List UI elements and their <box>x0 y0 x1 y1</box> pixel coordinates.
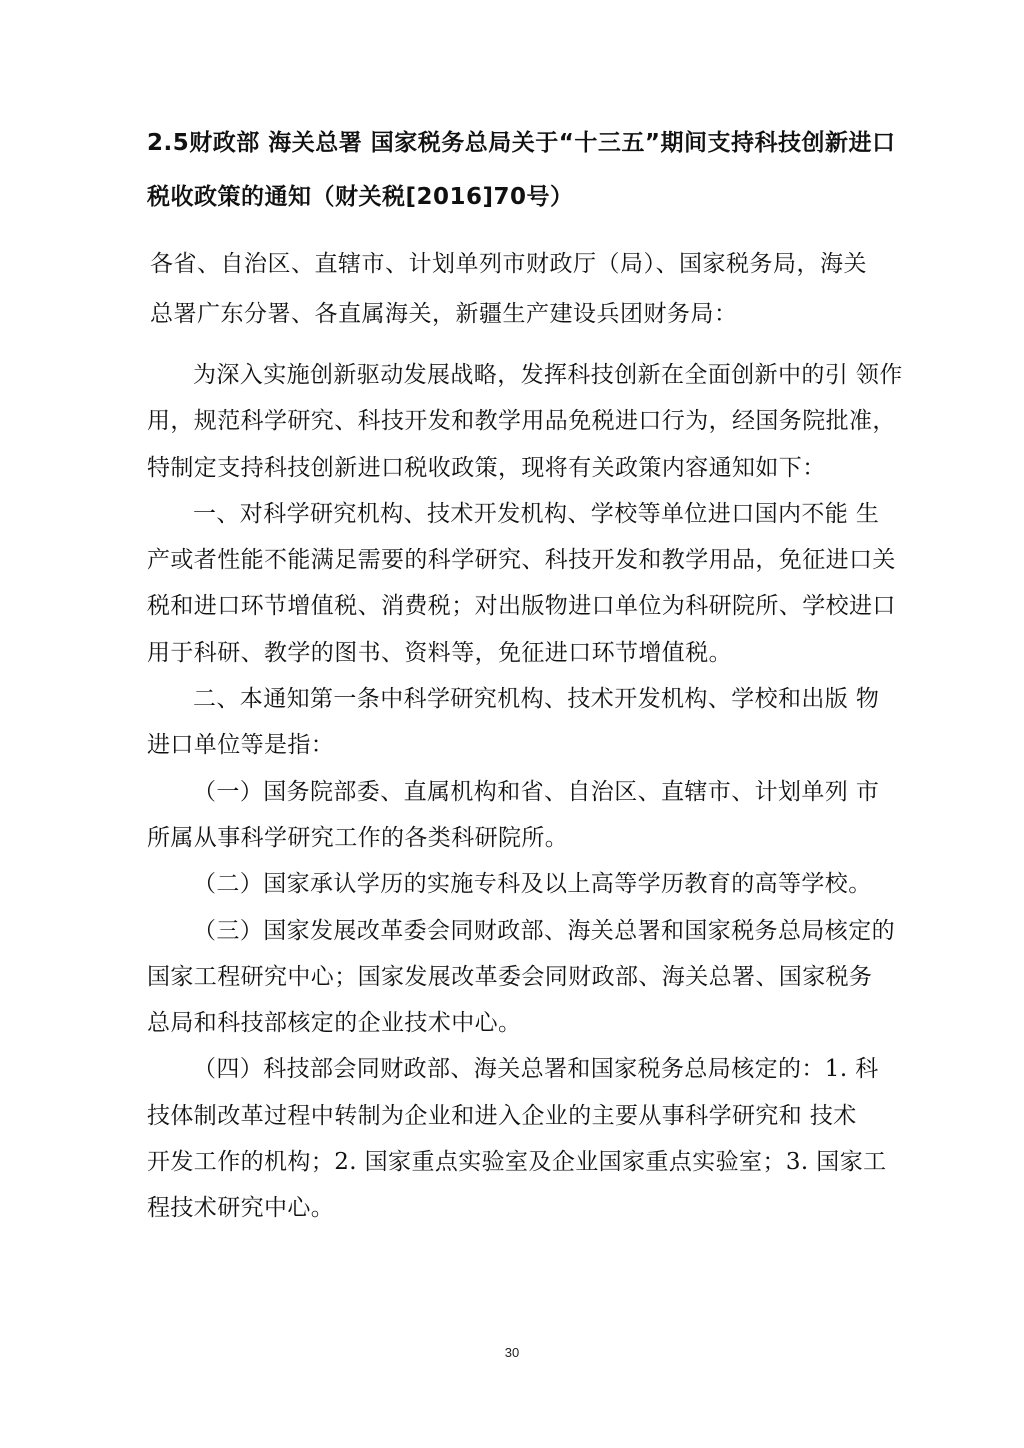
body-line: 技体制改革过程中转制为企业和进入企业的主要从事科学研究和 技术 <box>147 1102 857 1129</box>
body-line: 为深入实施创新驱动发展战略，发挥科技创新在全面创新中的引 领作 <box>193 362 903 388</box>
document-title <box>147 116 896 224</box>
document-body <box>147 352 903 1232</box>
body-line: 税和进口环节增值税、消费税；对出版物进口单位为科研院所、学校进口 <box>147 593 896 620</box>
body-line: 开发工作的机构；2. 国家重点实验室及企业国家重点实验室；3. 国家工 <box>147 1149 887 1176</box>
salutation <box>150 239 895 339</box>
title-line: 2.5财政部 海关总署 国家税务总局关于“十三五”期间支持科技创新进口 <box>147 130 896 156</box>
body-line: 用，规范科学研究、科技开发和教学用品免税进口行为，经国务院批准， <box>147 408 896 435</box>
body-line: 总局和科技部核定的企业技术中心。 <box>147 1010 522 1037</box>
title-line: 税收政策的通知（财关税[2016]70号） <box>147 184 574 210</box>
body-line: 进口单位等是指： <box>147 732 335 759</box>
page-number: 30 <box>504 1345 520 1360</box>
body-line: 二、本通知第一条中科学研究机构、技术开发机构、学校和出版 物 <box>193 686 880 713</box>
body-line: 所属从事科学研究工作的各类科研院所。 <box>147 824 569 851</box>
body-line: （一）国务院部委、直属机构和省、自治区、直辖市、计划单列 市 <box>193 778 880 805</box>
body-line: 特制定支持科技创新进口税收政策，现将有关政策内容通知如下： <box>147 454 826 481</box>
body-line: 国家工程研究中心；国家发展改革委会同财政部、海关总署、国家税务 <box>147 963 873 990</box>
body-line: 程技术研究中心。 <box>147 1195 335 1222</box>
body-line: 产或者性能不能满足需要的科学研究、科技开发和教学用品，免征进口关 <box>147 547 896 574</box>
body-line: （二）国家承认学历的实施专科及以上高等学历教育的高等学校。 <box>193 871 872 898</box>
body-line: （三）国家发展改革委会同财政部、海关总署和国家税务总局核定的 <box>193 917 895 944</box>
salutation-line: 各省、自治区、直辖市、计划单列市财政厅（局）、国家税务局，海关 <box>150 251 867 277</box>
body-line: （四）科技部会同财政部、海关总署和国家税务总局核定的：1. 科 <box>193 1056 879 1083</box>
salutation-line: 总署广东分署、各直属海关，新疆生产建设兵团财务局： <box>150 301 738 327</box>
body-line: 用于科研、教学的图书、资料等，免征进口环节增值税。 <box>147 639 732 666</box>
body-line: 一、对科学研究机构、技术开发机构、学校等单位进口国内不能 生 <box>193 500 880 527</box>
